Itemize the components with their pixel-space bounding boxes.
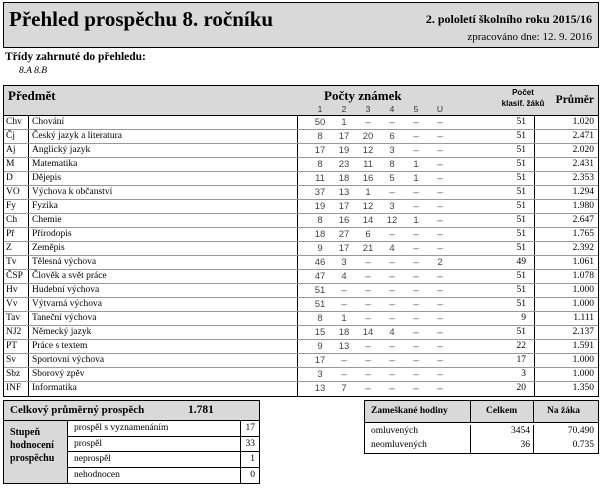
subject-average: 1.294 bbox=[572, 187, 594, 197]
grade-count: 9 bbox=[317, 243, 323, 254]
grade-count: 17 bbox=[338, 201, 350, 212]
grade-count: 6 bbox=[389, 131, 395, 142]
subject-abbr: Sbz bbox=[6, 369, 21, 379]
subject-name: Výtvarná výchova bbox=[32, 299, 102, 309]
subject-abbr: VO bbox=[6, 187, 20, 197]
subject-average: 1.591 bbox=[572, 341, 594, 351]
subject-average: 2.431 bbox=[572, 159, 594, 169]
classified-count: 51 bbox=[516, 145, 526, 155]
grade-level-count: 0 bbox=[250, 469, 255, 480]
table-row bbox=[4, 158, 598, 172]
classified-count: 22 bbox=[516, 341, 526, 351]
grade-count: – bbox=[437, 131, 443, 142]
table-row bbox=[4, 228, 598, 242]
report-header bbox=[3, 2, 599, 48]
subject-average: 2.471 bbox=[572, 131, 594, 141]
grade-count: 1 bbox=[365, 187, 371, 198]
subject-abbr: Tav bbox=[6, 313, 21, 323]
grade-level-name: prospěl bbox=[74, 438, 102, 449]
grade-count: 3 bbox=[389, 201, 395, 212]
subject-name: Výchova k občanství bbox=[32, 187, 113, 197]
grade-count: – bbox=[413, 369, 419, 380]
classified-count: 51 bbox=[516, 285, 526, 295]
grade-count: – bbox=[437, 341, 443, 352]
grade-level-name: neprospěl bbox=[74, 454, 111, 464]
grade-count: 1 bbox=[341, 117, 347, 128]
col-classified-header bbox=[481, 87, 565, 109]
grade-count: 11 bbox=[315, 173, 325, 184]
classified-count: 51 bbox=[516, 131, 526, 141]
col-classified-line1: Počet bbox=[512, 88, 534, 97]
absence-col-per-pupil: Na žáka bbox=[547, 406, 580, 416]
col-average-header: Průměr bbox=[555, 94, 594, 106]
grade-col-2: 2 bbox=[341, 104, 347, 114]
subject-average: 1.000 bbox=[572, 299, 594, 309]
report-title: Přehled prospěchu 8. ročníku bbox=[9, 7, 274, 31]
subject-average: 1.980 bbox=[572, 201, 594, 211]
col-divider bbox=[470, 401, 471, 422]
grade-count: 20 bbox=[362, 131, 374, 142]
table-row bbox=[4, 312, 598, 326]
subject-average: 1.000 bbox=[572, 369, 594, 379]
grade-count: 1 bbox=[413, 159, 419, 170]
grade-count: – bbox=[365, 383, 371, 394]
overall-box bbox=[3, 400, 260, 484]
grade-count: 21 bbox=[362, 243, 374, 254]
grade-count: 8 bbox=[317, 159, 323, 170]
table-row bbox=[4, 116, 598, 130]
subject-average: 1.111 bbox=[573, 313, 594, 323]
grade-count: – bbox=[413, 299, 419, 310]
col-divider bbox=[240, 421, 241, 436]
grade-count: 8 bbox=[317, 215, 323, 226]
grade-count: – bbox=[389, 341, 395, 352]
absence-total: 3454 bbox=[511, 426, 530, 436]
grade-count: 14 bbox=[362, 327, 374, 338]
overall-value: 1.781 bbox=[188, 404, 214, 416]
grade-count: – bbox=[437, 383, 443, 394]
table-header bbox=[3, 85, 599, 116]
subject-name: Český jazyk a literatura bbox=[32, 131, 122, 141]
table-row bbox=[4, 382, 598, 396]
classified-count: 51 bbox=[516, 243, 526, 253]
grade-count: – bbox=[437, 145, 443, 156]
grade-count: 5 bbox=[389, 173, 395, 184]
subjects-table bbox=[3, 116, 599, 397]
table-row bbox=[4, 326, 598, 340]
table-row bbox=[4, 186, 598, 200]
grade-count: 12 bbox=[386, 215, 398, 226]
subject-abbr: Z bbox=[6, 243, 12, 253]
grade-count: – bbox=[413, 145, 419, 156]
subject-average: 1.000 bbox=[572, 285, 594, 295]
col-divider bbox=[533, 425, 534, 440]
grade-count: – bbox=[437, 187, 443, 198]
grade-count: – bbox=[437, 327, 443, 338]
table-row bbox=[4, 298, 598, 312]
grade-count: 1 bbox=[413, 215, 419, 226]
table-row bbox=[4, 242, 598, 256]
grade-count: 8 bbox=[317, 313, 323, 324]
subject-average: 1.020 bbox=[572, 117, 594, 127]
grade-count: 12 bbox=[362, 145, 374, 156]
col-divider bbox=[533, 439, 534, 454]
subject-name: Taneční výchova bbox=[32, 313, 97, 323]
grade-count: – bbox=[437, 173, 443, 184]
table-row bbox=[4, 284, 598, 298]
grade-count: – bbox=[341, 369, 347, 380]
subject-name: Sborový zpěv bbox=[32, 369, 85, 379]
subject-name: Matematika bbox=[32, 159, 78, 169]
grade-level-row bbox=[68, 468, 259, 484]
subject-name: Chování bbox=[32, 117, 65, 127]
subject-name: Práce s textem bbox=[32, 341, 88, 351]
absence-box bbox=[364, 400, 599, 454]
grade-count: – bbox=[413, 313, 419, 324]
grade-count: – bbox=[437, 243, 443, 254]
grade-count: 1 bbox=[413, 173, 419, 184]
subject-abbr: PT bbox=[6, 341, 18, 351]
grade-count: – bbox=[437, 201, 443, 212]
grade-count: – bbox=[365, 355, 371, 366]
subject-name: Informatika bbox=[32, 383, 77, 393]
grade-count: 47 bbox=[314, 271, 326, 282]
col-divider bbox=[470, 425, 471, 440]
grade-level-label bbox=[4, 421, 68, 483]
absence-type: neomluvených bbox=[371, 440, 427, 450]
grade-level-count: 33 bbox=[245, 438, 255, 449]
classes-heading: Třídy zahrnuté do přehledu: bbox=[5, 51, 146, 63]
grade-count: 14 bbox=[362, 215, 374, 226]
grade-count: 19 bbox=[314, 201, 326, 212]
grade-col-u: U bbox=[436, 104, 444, 114]
absence-col-label: Zameškané hodiny bbox=[371, 406, 448, 416]
grade-count: 9 bbox=[317, 341, 323, 352]
grade-count: – bbox=[389, 383, 395, 394]
grade-count: – bbox=[389, 299, 395, 310]
grade-count: 13 bbox=[338, 341, 350, 352]
classified-count: 51 bbox=[516, 229, 526, 239]
subject-average: 2.392 bbox=[572, 243, 594, 253]
grade-count: – bbox=[413, 383, 419, 394]
grade-count: – bbox=[341, 285, 347, 296]
classified-count: 51 bbox=[516, 215, 526, 225]
grade-count: 8 bbox=[317, 131, 323, 142]
grade-count: – bbox=[365, 341, 371, 352]
table-row bbox=[4, 340, 598, 354]
table-row bbox=[4, 200, 598, 214]
classified-count: 51 bbox=[516, 117, 526, 127]
grade-count: – bbox=[365, 299, 371, 310]
grade-count: 7 bbox=[341, 383, 347, 394]
grade-count: 50 bbox=[314, 117, 326, 128]
grade-count: 18 bbox=[338, 327, 350, 338]
classified-count: 17 bbox=[516, 355, 526, 365]
grade-count: – bbox=[365, 257, 371, 268]
absence-per-pupil: 70.490 bbox=[567, 426, 594, 436]
grade-level-row bbox=[68, 437, 259, 453]
classified-count: 3 bbox=[521, 369, 526, 379]
grade-count: – bbox=[389, 271, 395, 282]
grade-count: 1 bbox=[341, 313, 347, 324]
processed-date: zpracováno dne: 12. 9. 2016 bbox=[467, 31, 592, 43]
classified-count: 49 bbox=[516, 257, 526, 267]
absence-type: omluvených bbox=[371, 426, 418, 436]
absence-row bbox=[365, 439, 598, 454]
grade-count: 3 bbox=[389, 145, 395, 156]
classified-count: 51 bbox=[516, 159, 526, 169]
grade-count: 11 bbox=[363, 159, 373, 170]
subject-name: Chemie bbox=[32, 215, 62, 225]
table-row bbox=[4, 144, 598, 158]
subject-abbr: Čj bbox=[6, 131, 15, 141]
grade-count: 6 bbox=[365, 229, 371, 240]
grade-count: 13 bbox=[314, 383, 326, 394]
grade-level-count: 1 bbox=[250, 454, 255, 464]
grade-count: – bbox=[413, 201, 419, 212]
subject-name: Anglický jazyk bbox=[32, 145, 91, 155]
grade-count: – bbox=[437, 117, 443, 128]
grade-count: 3 bbox=[317, 369, 323, 380]
subject-name: Tělesná výchova bbox=[32, 257, 97, 267]
subject-average: 1.061 bbox=[572, 257, 594, 267]
grade-level-line3: prospěchu bbox=[10, 453, 55, 464]
grade-count: – bbox=[341, 355, 347, 366]
grade-level-name: prospěl s vyznamenáním bbox=[74, 423, 169, 433]
grade-count: – bbox=[413, 187, 419, 198]
grade-count: 17 bbox=[338, 243, 350, 254]
grade-col-5: 5 bbox=[413, 104, 419, 114]
table-row bbox=[4, 354, 598, 368]
grade-count: – bbox=[437, 229, 443, 240]
subject-abbr: Ch bbox=[6, 215, 18, 225]
grade-level-count: 17 bbox=[245, 423, 255, 433]
classes-list: 8.A 8.B bbox=[19, 66, 48, 76]
classified-count: 9 bbox=[521, 313, 526, 323]
grade-count: 8 bbox=[389, 159, 395, 170]
grade-count: – bbox=[413, 229, 419, 240]
grade-count: – bbox=[389, 257, 395, 268]
subject-abbr: NJ2 bbox=[6, 327, 22, 337]
overall-header bbox=[4, 401, 259, 421]
classified-count: 20 bbox=[516, 383, 526, 393]
classified-count: 51 bbox=[516, 299, 526, 309]
subject-abbr: Fy bbox=[6, 201, 17, 211]
grade-count: 4 bbox=[389, 327, 395, 338]
grade-level-name: nehodnocen bbox=[74, 469, 120, 480]
subject-name: Německý jazyk bbox=[32, 327, 92, 337]
subject-abbr: Aj bbox=[6, 145, 16, 155]
grade-count: – bbox=[437, 215, 443, 226]
col-divider bbox=[240, 468, 241, 484]
grade-count: – bbox=[365, 369, 371, 380]
grade-count: – bbox=[365, 271, 371, 282]
col-divider bbox=[240, 437, 241, 452]
grade-count: – bbox=[389, 285, 395, 296]
table-row bbox=[4, 172, 598, 186]
grade-count: – bbox=[413, 257, 419, 268]
grade-count: – bbox=[413, 355, 419, 366]
grade-level-line1: Stupeň bbox=[10, 427, 41, 438]
subject-average: 2.647 bbox=[572, 215, 594, 225]
grade-count: – bbox=[389, 187, 395, 198]
overall-label: Celkový průměrný prospěch bbox=[10, 404, 145, 416]
classified-count: 51 bbox=[516, 173, 526, 183]
grade-count: 12 bbox=[362, 201, 374, 212]
absence-header bbox=[365, 401, 598, 423]
classified-count: 51 bbox=[516, 201, 526, 211]
grade-count: – bbox=[389, 117, 395, 128]
table-row bbox=[4, 130, 598, 144]
grade-count: – bbox=[413, 327, 419, 338]
table-row bbox=[4, 368, 598, 382]
col-divider bbox=[533, 401, 534, 422]
subject-name: Fyzika bbox=[32, 201, 58, 211]
subject-name: Člověk a svět práce bbox=[32, 271, 107, 281]
absence-col-total: Celkem bbox=[486, 406, 518, 416]
table-row bbox=[4, 270, 598, 284]
subject-abbr: INF bbox=[6, 383, 22, 393]
grade-count: 27 bbox=[338, 229, 350, 240]
grade-count: – bbox=[365, 313, 371, 324]
grade-count: – bbox=[389, 229, 395, 240]
grade-count: – bbox=[413, 271, 419, 282]
grade-col-1: 1 bbox=[317, 104, 323, 114]
subject-average: 1.078 bbox=[572, 271, 594, 281]
subject-name: Hudební výchova bbox=[32, 285, 100, 295]
subject-abbr: M bbox=[6, 159, 15, 169]
grade-level-row bbox=[68, 452, 259, 468]
grade-count: 4 bbox=[389, 243, 395, 254]
grade-count: 17 bbox=[338, 131, 350, 142]
col-divider bbox=[240, 452, 241, 467]
col-subject-header: Předmět bbox=[8, 88, 56, 103]
grade-count: – bbox=[389, 355, 395, 366]
grade-level-line2: hodnocení bbox=[10, 440, 54, 451]
grade-count: – bbox=[437, 355, 443, 366]
grade-count: 3 bbox=[341, 257, 347, 268]
classified-count: 51 bbox=[516, 187, 526, 197]
subject-abbr: Hv bbox=[6, 285, 18, 295]
grade-count: 37 bbox=[314, 187, 326, 198]
subject-name: Dějepis bbox=[32, 173, 62, 183]
grade-count: 23 bbox=[338, 159, 350, 170]
grade-count: 13 bbox=[338, 187, 350, 198]
subject-abbr: Tv bbox=[6, 257, 17, 267]
grade-count: – bbox=[413, 131, 419, 142]
grade-count: – bbox=[365, 117, 371, 128]
subject-abbr: Př bbox=[6, 229, 15, 239]
grade-count: – bbox=[365, 285, 371, 296]
subject-abbr: ČSP bbox=[6, 271, 23, 281]
grade-count: 4 bbox=[341, 271, 347, 282]
grade-level-table bbox=[68, 421, 259, 483]
classified-count: 51 bbox=[516, 327, 526, 337]
classified-count: 51 bbox=[516, 271, 526, 281]
grade-count: – bbox=[437, 313, 443, 324]
grade-count: 16 bbox=[362, 173, 374, 184]
table-row bbox=[4, 214, 598, 228]
subject-average: 2.020 bbox=[572, 145, 594, 155]
table-row bbox=[4, 256, 598, 270]
absence-per-pupil: 0.735 bbox=[572, 440, 594, 450]
grade-col-3: 3 bbox=[365, 104, 371, 114]
grade-count: 46 bbox=[314, 257, 326, 268]
grade-count: 17 bbox=[314, 145, 326, 156]
subject-abbr: Vv bbox=[6, 299, 18, 309]
subject-name: Zeměpis bbox=[32, 243, 65, 253]
grade-count: 2 bbox=[437, 257, 443, 268]
report-subtitle: 2. pololetí školního roku 2015/16 bbox=[425, 12, 592, 26]
subject-name: Sportovní výchova bbox=[32, 355, 105, 365]
subject-name: Přírodopis bbox=[32, 229, 72, 239]
grade-count: – bbox=[437, 159, 443, 170]
absence-total: 36 bbox=[520, 440, 530, 450]
col-classified-line2: klasif. žáků bbox=[501, 99, 545, 108]
subject-average: 1.000 bbox=[572, 355, 594, 365]
grade-count: 51 bbox=[314, 299, 326, 310]
grade-count: – bbox=[413, 243, 419, 254]
subject-average: 1.350 bbox=[572, 383, 594, 393]
grade-count: 15 bbox=[314, 327, 326, 338]
grade-count: – bbox=[389, 369, 395, 380]
subject-abbr: Sv bbox=[6, 355, 17, 365]
grade-col-4: 4 bbox=[389, 104, 395, 114]
grade-count: – bbox=[413, 285, 419, 296]
grade-count: – bbox=[341, 299, 347, 310]
grade-count: – bbox=[437, 299, 443, 310]
grade-count: – bbox=[413, 341, 419, 352]
absence-row bbox=[365, 425, 598, 440]
grade-count: – bbox=[437, 285, 443, 296]
grade-count: 16 bbox=[338, 215, 350, 226]
grade-count: 18 bbox=[338, 173, 350, 184]
grade-count: – bbox=[437, 271, 443, 282]
subject-average: 2.353 bbox=[572, 173, 594, 183]
grade-count: 18 bbox=[314, 229, 326, 240]
grade-count: 17 bbox=[314, 355, 326, 366]
col-divider bbox=[470, 439, 471, 454]
subject-average: 2.137 bbox=[572, 327, 594, 337]
subject-abbr: Chv bbox=[6, 117, 22, 127]
subject-average: 1.765 bbox=[572, 229, 594, 239]
col-counts-header: Počty známek bbox=[324, 88, 402, 103]
grade-count: 19 bbox=[338, 145, 350, 156]
subject-abbr: D bbox=[6, 173, 13, 183]
grade-count: – bbox=[437, 369, 443, 380]
grade-count: – bbox=[413, 117, 419, 128]
grade-level-row bbox=[68, 421, 259, 437]
grade-count: 51 bbox=[314, 285, 326, 296]
grade-count: – bbox=[389, 313, 395, 324]
